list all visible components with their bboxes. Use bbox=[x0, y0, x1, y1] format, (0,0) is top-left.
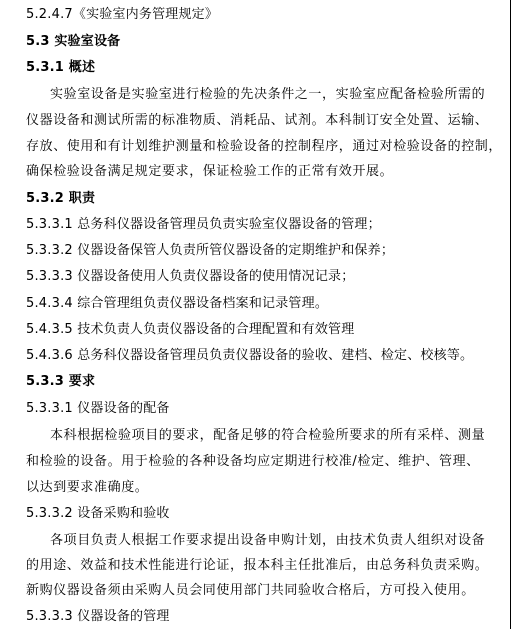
overview-paragraph-line-2: 仪器设备和测试所需的标准物质、消耗品、试剂。本科制订安全处置、运输、 bbox=[26, 113, 489, 128]
provision-paragraph-line-2: 和检验的设备。用于检验的各种设备均应定期进行校准/检定、维护、管理、 bbox=[26, 454, 480, 469]
duty-item-4: 5.4.3.4 综合管理组负责仪器设备档案和记录管理。 bbox=[26, 296, 329, 311]
duty-item-3: 5.3.3.3 仪器设备使用人负责仪器设备的使用情况记录； bbox=[26, 269, 355, 284]
overview-paragraph-line-1: 实验室设备是实验室进行检验的先决条件之一，实验室应配备检验所需的 bbox=[50, 87, 486, 102]
procurement-paragraph-line-2: 的用途、效益和技术性能进行论证，报本科主任批准后，由总务科负责采购。 bbox=[26, 558, 489, 573]
heading-5-3: 5.3 实验室设备 bbox=[26, 34, 121, 49]
procurement-paragraph-line-3: 新购仪器设备须由采购人员会同使用部门共同验收合格后，方可投入使用。 bbox=[26, 583, 475, 598]
overview-paragraph-line-4: 确保检验设备满足规定要求，保证检验工作的正常有效开展。 bbox=[26, 164, 394, 179]
subheading-equipment-provision: 5.3.3.1 仪器设备的配备 bbox=[26, 401, 170, 416]
duty-item-2: 5.3.3.2 仪器设备保管人负责所管仪器设备的定期维护和保养； bbox=[26, 243, 395, 258]
duty-item-5: 5.4.3.5 技术负责人负责仪器设备的合理配置和有效管理 bbox=[26, 322, 355, 337]
overview-paragraph-line-3: 存放、使用和有计划维护测量和检验设备的控制程序，通过对检验设备的控制， bbox=[26, 139, 503, 154]
provision-paragraph-line-3: 以达到要求准确度。 bbox=[26, 480, 149, 495]
heading-5-3-2: 5.3.2 职责 bbox=[26, 191, 96, 206]
section-5-2-4-7: 5.2.4.7《实验室内务管理规定》 bbox=[26, 7, 219, 22]
duty-item-6: 5.4.3.6 总务科仪器设备管理员负责仪器设备的验收、建档、检定、校核等。 bbox=[26, 348, 474, 363]
heading-5-3-3: 5.3.3 要求 bbox=[26, 374, 96, 389]
subheading-equipment-management: 5.3.3.3 仪器设备的管理 bbox=[26, 609, 170, 624]
heading-5-3-1: 5.3.1 概述 bbox=[26, 60, 96, 75]
subheading-procurement: 5.3.3.2 设备采购和验收 bbox=[26, 506, 170, 521]
duty-item-1: 5.3.3.1 总务科仪器设备管理员负责实验室仪器设备的管理； bbox=[26, 217, 381, 232]
provision-paragraph-line-1: 本科根据检验项目的要求，配备足够的符合检验所要求的所有采样、测量 bbox=[50, 428, 486, 443]
procurement-paragraph-line-1: 各项目负责人根据工作要求提出设备申购计划，由技术负责人组织对设备 bbox=[50, 533, 486, 548]
